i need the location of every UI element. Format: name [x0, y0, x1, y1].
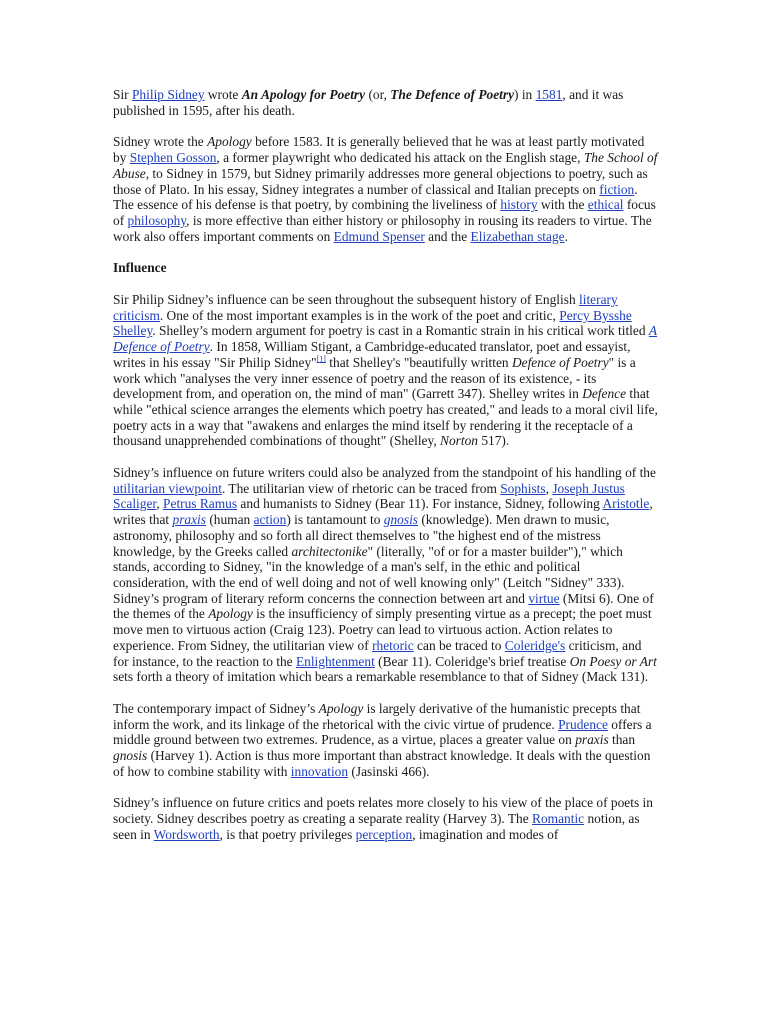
italic-text: Norton [440, 433, 478, 449]
text: , [545, 480, 553, 496]
link-joseph-justus-scaliger[interactable]: Joseph Justus Scaliger [113, 480, 625, 512]
text: , and it was published in 1595, after his death. [113, 87, 624, 118]
link-gnosis[interactable] [384, 512, 418, 527]
link-petrus-ramus[interactable]: Petrus Ramus [163, 496, 238, 512]
footnote-link-1[interactable]: [1] [316, 354, 326, 364]
italic-text: Apology [208, 606, 253, 622]
text: (or, [365, 87, 391, 102]
text: wrote [204, 87, 242, 102]
link-perception[interactable]: perception [355, 826, 413, 842]
text: Sir Philip Sidney’s influence can be seen throughout the subsequent history of English [113, 292, 580, 308]
italic-text: Defence of Poetry [511, 354, 609, 370]
link-philosophy[interactable]: philosophy [127, 212, 187, 228]
text: sets forth a theory of imitation which bears a remarkable resemblance to that of Sidney (Mack 131). [113, 669, 649, 685]
text: The contemporary impact of Sidney’s [113, 700, 319, 716]
text: ) is tantamount to [286, 512, 384, 528]
book-title-defence: The Defence of Poetry [390, 87, 515, 102]
italic-text: Apology [318, 700, 364, 716]
book-title-apology: An Apology for Poetry [241, 87, 366, 102]
paragraph-prudence [113, 701, 658, 780]
text: . One of the most important examples is in the work of the poet and critic, [159, 307, 560, 323]
text: . The essence of his defense is that poetry, by combining the liveliness of [113, 181, 638, 213]
link-fiction[interactable]: fiction [599, 181, 635, 197]
text: . In 1858, William Stigant, a Cambridge-educated translator, poet and essayist, writes in his essay "Sir Philip Sidney" [113, 339, 631, 370]
link-rhetoric[interactable]: rhetoric [372, 637, 414, 653]
text: (Mitsi 6). One of the themes of the [113, 590, 654, 622]
italic-text: Defence [582, 386, 627, 402]
link-prudence[interactable]: Prudence [558, 716, 608, 732]
italic-text: On Poesy or Art [569, 653, 657, 669]
text: can be traced to [413, 637, 505, 653]
text: (human [205, 512, 254, 528]
text: than [608, 732, 636, 748]
text: " (literally, "of or for a master builder")," which stands, according to Sidney, "in the knowledge of a man's self, in the ethic and political consideration, with the end of well doing and not of well knowing only" (Leitch "Sidney" 333). Sidney’s program of literary reform concerns the connection between art and [113, 543, 625, 606]
text: Sidney’s influence on future critics and poets relates more closely to his view of the place of poets in society. Sidney describes poetry as creating a separate reality (Harvey 3). The [113, 795, 653, 827]
section-heading-influence: Influence [113, 260, 167, 276]
link-coleridge[interactable]: Coleridge's [504, 637, 566, 653]
link-praxis[interactable] [173, 512, 206, 527]
text: Sidney wrote the [113, 134, 208, 150]
link-1581[interactable]: 1581 [535, 87, 563, 102]
italic-text: gnosis [383, 512, 418, 528]
text: and the [424, 228, 471, 244]
text: . [564, 228, 568, 244]
paragraph-intro [113, 87, 658, 118]
text: focus of [113, 197, 656, 228]
link-edmund-spenser[interactable]: Edmund Spenser [333, 228, 425, 244]
link-action[interactable]: action [253, 512, 287, 528]
text: notion, as seen in [113, 811, 640, 842]
link-innovation[interactable]: innovation [290, 763, 349, 779]
italic-text: praxis [575, 732, 609, 748]
link-philip-sidney[interactable]: Philip Sidney [131, 87, 205, 102]
paragraph-background [113, 134, 658, 244]
italic-text: gnosis [113, 748, 148, 764]
text: . Shelley’s modern argument for poetry is cast in a Romantic strain in his critical work titled [152, 323, 649, 339]
text: , [156, 496, 164, 512]
italic-text: A Defence of Poetry [113, 323, 658, 355]
text: is the insufficiency of simply presenting virtue as a precept; the poet must move men to virtuous action (Craig 123). Poetry can lead to virtuous action. Action relates to experience. From Sidney, the utilitarian view of [113, 606, 652, 653]
paragraph-shelley [113, 292, 658, 449]
link-sophists[interactable]: Sophists [500, 480, 546, 496]
text: that while "ethical science arranges the elements which poetry has created," and leads to a moral civil life, poetry acts in a way that "awakens and enlarges the mind itself by rendering it the receptacle of a thousand unapprehended combinations of thought" (Shelley, [113, 386, 658, 449]
text: . The utilitarian view of rhetoric can be traced from [221, 480, 501, 496]
text: 517). [477, 433, 510, 449]
italic-text: The School of Abuse [113, 150, 658, 181]
text: before 1583. It is generally believed that he was at least partly motivated by [113, 134, 645, 166]
link-wordsworth[interactable]: Wordsworth [153, 826, 220, 842]
text: Sir [113, 87, 132, 102]
text: is largely derivative of the humanistic precepts that inform the work, and its linkage of the rhetorical with the civic virtue of prudence. [113, 700, 641, 732]
link-utilitarian-viewpoint[interactable]: utilitarian viewpoint [113, 480, 222, 496]
text: , writes that [113, 496, 653, 528]
link-literary-criticism[interactable]: literary criticism [113, 292, 618, 323]
text: ) in [514, 87, 536, 102]
text: , is that poetry privileges [219, 826, 356, 842]
text: , to Sidney in 1579, but Sidney primarily addresses more general objections to poetry, such as those of Plato. In his essay, Sidney integrates a number of classical and Italian precepts on [113, 165, 648, 197]
text: offers a middle ground between two extremes. Prudence, as a virtue, places a greater value on [113, 716, 652, 748]
italic-text: Apology [207, 134, 252, 150]
italic-text: architectonike [291, 543, 368, 559]
paragraph-romantic [113, 795, 658, 842]
text: criticism, and for instance, to the reaction to the [113, 637, 642, 669]
link-ethical[interactable]: ethical [587, 197, 624, 213]
link-aristotle[interactable]: Aristotle [602, 496, 650, 512]
text: (Bear 11). Coleridge's brief treatise [374, 653, 570, 669]
text: Sidney’s influence on future writers could also be analyzed from the standpoint of his handling of the [113, 465, 656, 481]
italic-text: praxis [172, 512, 206, 528]
text: , is more effective than either history or philosophy in rousing its readers to virtue. The work also offers important comments on [113, 212, 652, 244]
link-history[interactable]: history [500, 197, 538, 213]
text: , imagination and modes of [412, 826, 559, 842]
paragraph-utilitarian [113, 465, 658, 685]
link-enlightenment[interactable]: Enlightenment [295, 653, 375, 669]
link-romantic[interactable]: Romantic [532, 811, 585, 827]
link-percy-bysshe-shelley[interactable]: Percy Bysshe Shelley [113, 307, 632, 339]
link-virtue[interactable]: virtue [528, 590, 560, 606]
link-elizabethan-stage[interactable]: Elizabethan stage [470, 228, 565, 244]
link-stephen-gosson[interactable]: Stephen Gosson [129, 150, 217, 166]
text: (Jasinski 466). [348, 763, 430, 779]
text: that Shelley's "beautifully written [325, 354, 512, 370]
text: , a former playwright who dedicated his attack on the English stage, [216, 150, 584, 166]
text: and humanists to Sidney (Bear 11). For instance, Sidney, following [237, 496, 603, 512]
text: (knowledge). Men drawn to music, astronomy, philosophy and so forth all direct themselves to "the highest end of the mistress knowledge, by the Greeks called [113, 512, 610, 559]
text: " is a work which "analyses the very inner essence of poetry and the reason of its existence, - its development from, and operation on, the mind of man" (Garrett 347). Shelley writes in [113, 354, 636, 402]
text: (Harvey 1). Action is thus more important than abstract knowledge. It deals with the question of how to combine stability with [113, 748, 651, 779]
text: with the [537, 197, 588, 213]
